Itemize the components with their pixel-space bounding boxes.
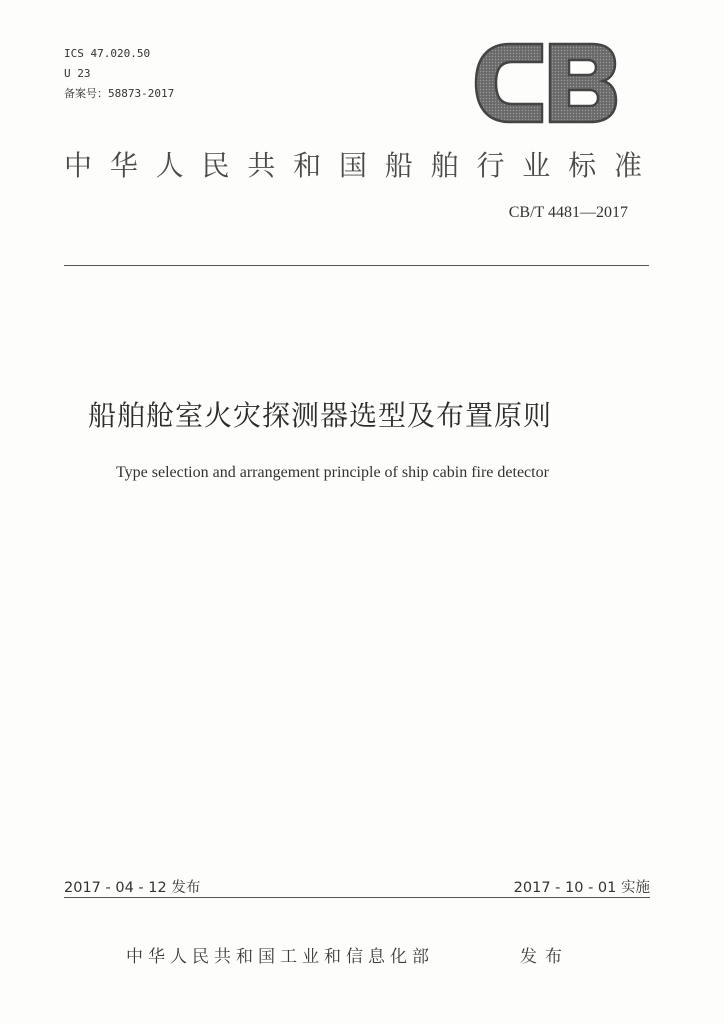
publish-label: 发布 [520,947,570,967]
heading-char: 准 [613,149,642,182]
publisher-name: 中华人民共和国工业和信息化部 [126,947,434,967]
category-code: U 23 [64,67,91,80]
heading-char: 人 [155,149,184,182]
footer-divider [64,897,650,898]
filing-number: 备案号：58873-2017 [64,87,175,100]
classification-block [64,44,174,104]
document-title-chinese: 船舶舱室火灾探测器选型及布置原则 [88,399,553,432]
heading-char: 标 [568,149,597,182]
heading-char: 舶 [430,149,459,182]
heading-char: 和 [293,149,322,182]
heading-char: 国 [338,149,367,182]
heading-char: 业 [522,149,551,182]
standard-category-heading [64,146,642,186]
standard-number: CB/T 4481—2017 [508,204,628,221]
document-title-english: Type selection and arrangement principle of ship cabin fire detector [116,464,549,481]
heading-char: 共 [247,149,276,182]
heading-char: 民 [201,149,230,182]
ics-code: ICS 47.020.50 [64,47,151,60]
effective-date: 2017 - 10 - 01 实施 [513,880,650,896]
heading-char: 中 [64,149,93,182]
heading-char: 船 [384,149,413,182]
header-divider [64,265,649,266]
heading-char: 行 [476,149,505,182]
issue-date: 2017 - 04 - 12 发布 [64,880,201,896]
heading-char: 华 [109,149,138,182]
cb-logo [470,40,620,126]
cb-logo-mark [470,40,620,126]
